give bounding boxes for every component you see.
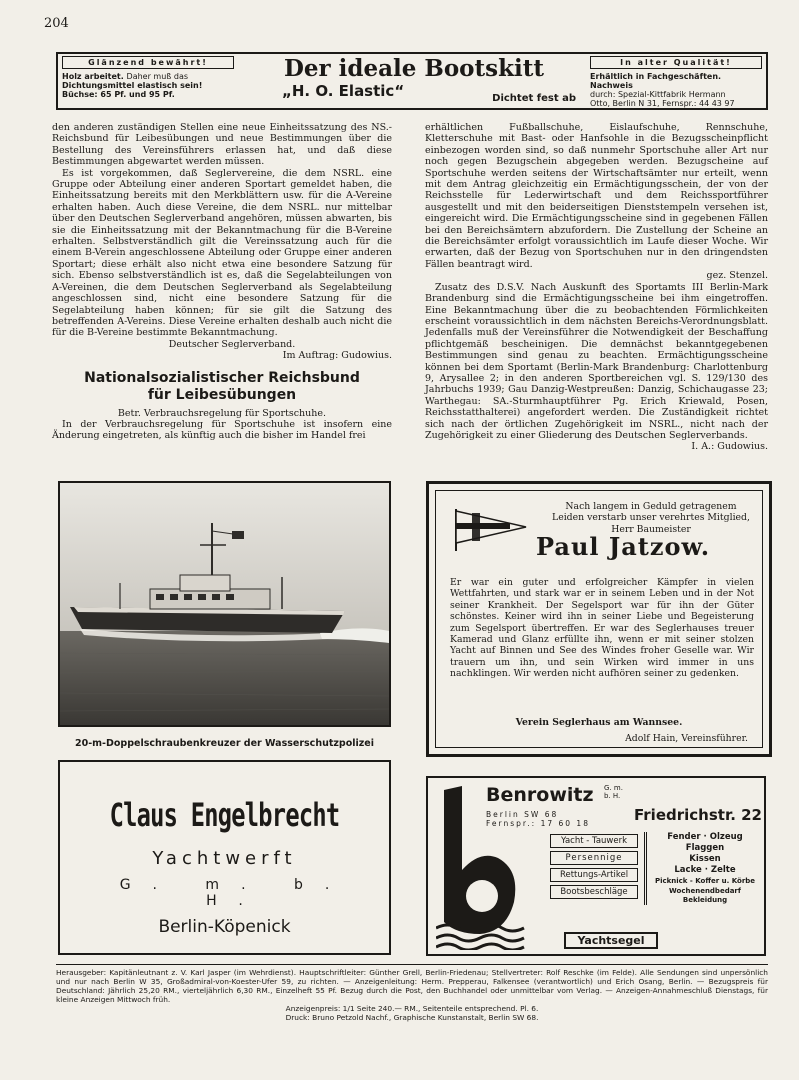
benrowitz-b-logo-icon <box>436 784 526 950</box>
benrowitz-items-left <box>550 834 638 902</box>
obituary-intro-line2: Leiden verstarb unser verehrtes Mitglied, <box>552 512 750 524</box>
section-heading <box>52 370 392 404</box>
footer-line-1: Herausgeber: Kapitänleutnant z. V. Karl Jasper (im Wehrdienst). Hauptschriftleiter: Günther Grell, Berlin-Friedenau; Stellvertreter: Rolf Reschke (im Felde). Alle Sendungen sind unpersönlich und nur nach Berlin W 35, Großadmiral-von-Koester-Ufer 59, zu richten. — Anzeigenleitung: Herm. Prepperau, Falkensee (verantwortlich) und Erich Osang, Berlin. — Bezugspreis für Deutschland: Jährlich 25,20 RM., vierteljährlich 6,30 RM., Einzelheft 55 Pf. Bezug durch die Post, den Buchhandel oder unmittelbar vom Verlag. — Anzeigen-Annahmeschluß Dienstags, für kleine Anzeigen Mittwoch früh. <box>56 968 768 1004</box>
header-ad-left <box>62 56 234 106</box>
benrowitz-item-right: Wochenendbedarf <box>669 887 741 895</box>
header-ad-product: „H. O. Elastic“ <box>282 82 405 100</box>
benrowitz-item-right: Picknick - Koffer u. Körbe <box>654 877 756 885</box>
header-ad-right-line3: Otto, Berlin N 31, Fernspr.: 44 43 97 <box>590 99 735 108</box>
benrowitz-advertisement <box>426 776 766 956</box>
benrowitz-city: Berlin SW 68 <box>486 810 559 819</box>
header-ad-tagline: Dichtet fest ab <box>492 93 576 104</box>
obituary-inner-frame <box>435 490 763 748</box>
benrowitz-street: Friedrichstr. 22 <box>634 806 762 824</box>
engelbrecht-gmbh: G. m. b. H. <box>119 877 352 909</box>
photo-caption: 20-m-Doppelschraubenkreuzer der Wasserschutzpolizei <box>75 738 374 749</box>
obituary-intro-line3: Herr Baumeister <box>611 523 691 535</box>
benrowitz-item-right: Flaggen <box>685 843 725 853</box>
page-number: 204 <box>44 16 69 31</box>
engelbrecht-line: Yachtwerft <box>152 848 297 869</box>
header-ad-left-line3: Büchse: 65 Pf. und 95 Pf. <box>62 90 175 99</box>
footer-rule <box>56 964 768 965</box>
benrowitz-item-left: Rettungs-Artikel <box>550 868 638 882</box>
left-paragraph-1: den anderen zuständigen Stellen eine neue Einheitssatzung des NS.-Reichsbund für Leibesübungen und neue Bestimmungen über die Bestellung des Vereinsführers erlassen hat, und daß diese Bestimmungen abgewartet werden müssen. <box>52 122 392 168</box>
right-paragraph-1-signature: gez. Stenzel. <box>706 270 768 282</box>
club-pennant-icon <box>450 507 528 553</box>
obituary-notice <box>426 481 772 757</box>
benrowitz-gmbh-line2: b. H. <box>604 792 621 800</box>
engelbrecht-advertisement <box>58 760 391 955</box>
engelbrecht-city: Berlin-Köpenick <box>158 917 291 937</box>
left-signature-org: Deutscher Seglerverband. <box>168 338 296 350</box>
header-ad-left-line2a: Dichtungsmittel <box>62 81 135 90</box>
right-paragraph-1: erhältlichen Fußballschuhe, Eislaufschuhe, Rennschuhe, Kletterschuhe mit Bast- oder Hanfsohle in die Bezugsscheinpflicht einbezogen worden sind, so daß nunmehr Sportschuhe aller Art nur noch gegen Bezugschein abgegeben werden. Bezugscheine auf Sportschuhe werden seitens der Wirtschaftsämter nur erteilt, wenn mit dem Antrag gleichzeitig ein Ermächtigungsschein, der von der Reichsstelle für Lederwirtschaft und dem Reichssportführer ausgestellt und mit den beiderseitigen Dienststempeln versehen ist, eingereicht wird. Die Ermächtigungsscheine sind in gegebenen Fällen bei den Bereichsämtern abzufordern. Die Zustellung der Scheine an die Bereichsämter erfolgt voraussichtlich im Laufe dieser Woche. Wir erwarten, daß der Bezug von Sportschuhen nur in den dringendsten Fällen beantragt wird. <box>425 122 768 270</box>
header-advertisement <box>56 52 768 110</box>
benrowitz-contact <box>486 810 590 828</box>
section-heading-line1: Nationalsozialistischer Reichsbund <box>84 369 360 386</box>
header-ad-title: Der ideale Bootskitt <box>283 55 545 82</box>
benrowitz-item-right: Bekleidung <box>682 896 728 904</box>
benrowitz-items-right <box>644 832 763 905</box>
benrowitz-item-left: Persennige <box>550 851 638 865</box>
header-ad-right-box: In alter Qualität! <box>590 56 762 69</box>
left-text-column <box>52 122 392 442</box>
benrowitz-gmbh <box>604 784 623 800</box>
benrowitz-item-left: Bootsbeschläge <box>550 885 638 899</box>
header-ad-left-line1b: Daher muß das <box>126 72 189 81</box>
benrowitz-item-right: Fender · Olzeug <box>667 832 743 842</box>
left-signature-name: Im Auftrag: Gudowius. <box>282 350 392 362</box>
benrowitz-item-right: Kissen <box>689 854 721 864</box>
footer-imprint <box>56 968 768 1022</box>
section-subheading: Betr. Verbrauchsregelung für Sportschuhe. <box>117 407 327 419</box>
right-paragraph-2: Zusatz des D.S.V. Nach Auskunft des Sportamts III Berlin-Mark Brandenburg sind die Ermächtigungsscheine bei ihm eingetroffen. Eine Bekanntmachung über die zu beobachtenden Förmlichkeiten erscheint voraussichtlich in dem nächsten Bereichs-Verordnungsblatt. Jedenfalls muß der Vereinsführer die Notwendigkeit der Beschaffung pflichtgemäß bescheinigen. Die demnächst bekanntgegebenen Bestimmungen sind genau zu beachten. Ermächtigungsscheine können bei dem Sportamt (Berlin-Mark Brandenburg: Charlottenburg 9, Arysallee 2; in den anderen Sportbereichen vgl. S. 129/130 des Jahrbuchs 1939; Gau Danzig-Westpreußen: Danzig, Schichaugasse 23; Warthegau: SA.-Sturmhauptführer Pg. Erich Kriewald, Posen, Reichsstatthalterei) angefordert werden. Die Zuständigkeit richtet sich nach der örtlichen Zugehörigkeit im NSRL., nicht nach der Zugehörigkeit zu einer Gliederung des Deutschen Seglerverbands. <box>425 281 768 441</box>
footer-line-2: Anzeigenpreis: 1/1 Seite 240.— RM., Seitenteile entsprechend. Pl. 6. <box>285 1004 539 1013</box>
header-ad-right-line1: Erhältlich in Fachgeschäften. Nachweis <box>590 72 722 90</box>
header-ad-left-line2b: elastisch sein! <box>137 81 203 90</box>
header-ad-right <box>590 56 762 106</box>
header-ad-right-line2: durch: Spezial-Kittfabrik Hermann <box>590 90 726 99</box>
benrowitz-item-right: Lacke · Zelte <box>674 865 736 875</box>
obituary-name: Paul Jatzow. <box>536 532 711 561</box>
header-ad-center <box>238 56 590 108</box>
right-text-column <box>425 122 768 453</box>
engelbrecht-name: Claus Engelbrecht <box>109 796 340 834</box>
benrowitz-phone: Fernspr.: 17 60 18 <box>486 819 590 828</box>
right-paragraph-2-signature: I. A.: Gudowius. <box>691 441 768 453</box>
left-paragraph-3: In der Verbrauchsregelung für Sportschuhe ist insofern eine Änderung eingetreten, als künftig auch die bisher im Handel frei <box>52 418 392 442</box>
obituary-intro <box>546 501 756 535</box>
obituary-signer: Adolf Hain, Vereinsführer. <box>625 733 748 744</box>
boat-photo <box>58 481 391 727</box>
section-heading-line2: für Leibesübungen <box>147 386 297 403</box>
header-ad-left-box: Glänzend bewährt! <box>62 56 234 69</box>
benrowitz-name: Benrowitz <box>486 784 594 806</box>
header-ad-left-line1a: Holz arbeitet. <box>62 72 124 81</box>
obituary-intro-line1: Nach langem in Geduld getragenem <box>565 501 737 512</box>
benrowitz-item-left: Yacht - Tauwerk <box>550 834 638 848</box>
footer-line-3: Druck: Bruno Petzold Nachf., Graphische Kunstanstalt, Berlin SW 68. <box>285 1013 539 1022</box>
benrowitz-gmbh-line1: G. m. <box>604 784 623 792</box>
boat-photo-image <box>60 483 389 725</box>
left-paragraph-2: Es ist vorgekommen, daß Seglervereine, die dem NSRL. eine Gruppe oder Abteilung einer anderen Sportart gemeldet haben, die Einheitssatzung bereits mit den Merkblättern usw. für die A-Vereine erhalten haben. Auch diese Vereine, die dem NSRL. nur mittelbar über den Deutschen Seglerverband angehören, müssen abwarten, bis sie die Einheitssatzung mit der Bekanntmachung für die B-Vereine erhalten. Selbstverständlich gilt die Vereinssatzung auch für die einem B-Verein angeschlossene Abteilung oder Gruppe einer anderen Sportart; diese erhält also nicht etwa eine besondere Satzung für sich. Ebenso selbstverständlich ist es, daß die Segelabteilungen von A-Vereinen, die dem Deutschen Seglerverband als Segelabteilung angeschlossen sind, nicht eine besondere Satzung für die Segelabteilung haben können; für sie gilt die Satzung des betreffenden A-Vereins. Diese Vereine erhalten deshalb auch nicht die für die B-Vereine bestimmte Bekanntmachung. <box>52 167 392 339</box>
benrowitz-bottom-label: Yachtsegel <box>564 932 658 949</box>
obituary-club: Verein Seglerhaus am Wannsee. <box>515 717 683 728</box>
obituary-text: Er war ein guter und erfolgreicher Kämpfer in vielen Wettfahrten, und stark war er in seinem Leben und in der Not seiner Krankheit. Der Segelsport war für ihn der Güter schönstes. Keiner wird ihn in seiner Liebe und Begeisterung zum Segelsport übertreffen. Er war des Seglerhauses treuer Kamerad und Glanz erfüllte ihn, wenn er mit seiner stolzen Yacht auf Binnen und See des Windes froher Geselle war. Wir trauern um ihn, und sein Wirken wird immer in uns nachklingen. Wir werden nicht aufhören seiner zu gedenken. <box>450 577 754 680</box>
